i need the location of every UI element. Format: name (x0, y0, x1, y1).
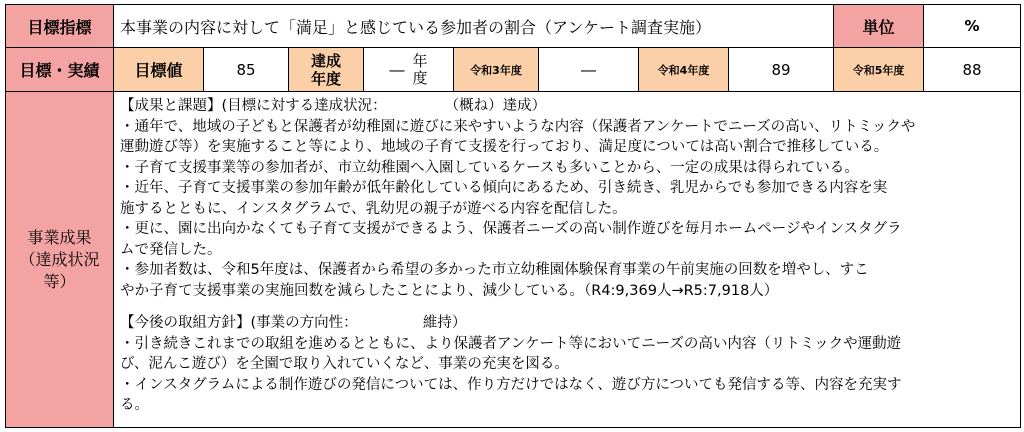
r5-value: 88 (924, 48, 1021, 92)
results-line: やか子育て支援事業の実施回数を減らしたことにより、減少している。（R4:9,369人→R5:7,918人） (120, 282, 779, 299)
achieve-year-label-line1: 達成 (310, 51, 341, 70)
unit-label: 単位 (834, 5, 924, 48)
results-label-line1: 事業成果 (27, 227, 92, 247)
achieve-year-label-line2: 年度 (310, 69, 341, 88)
achieve-year-label (289, 48, 364, 92)
results-label (6, 92, 114, 428)
target-value: 85 (204, 48, 289, 92)
target-value-label: 目標値 (114, 48, 204, 92)
future-line: び、泥んこ遊び）を全園で取り入れていくなど、事業の充実を図る。 (120, 356, 569, 372)
r3-value: ― (539, 48, 639, 92)
evaluation-table (5, 4, 1021, 428)
achieve-year-dash: ― (389, 60, 405, 79)
results-line: 運動遊び等）を実施すること等により、地域の子育て支援を行っており、満足度については高い割合で推移している。 (120, 139, 889, 155)
indicator-row (6, 5, 1021, 48)
r5-label: 令和5年度 (834, 48, 924, 92)
target-actual-row (6, 48, 1021, 92)
results-line: ・更に、園に出向かなくても子育て支援ができるよう、保護者ニーズの高い制作遊びを毎月ホームページやインスタグラ (120, 221, 902, 237)
results-line: ・近年、子育て支援事業の参加年齢が低年齢化している傾向にあるため、引き続き、乳児からでも参加できる内容を実 (120, 180, 888, 196)
results-label-line2: （達成状況 (19, 249, 100, 269)
future-heading: 【今後の取組方針】(事業の方向性： 維持） (120, 315, 467, 331)
achieve-year-char1: 年 (412, 51, 428, 70)
r3-label: 令和3年度 (454, 48, 539, 92)
achieve-year-value (364, 48, 454, 92)
unit-value: % (924, 5, 1021, 48)
results-heading: 【成果と課題】(目標に対する達成状況： （概ね）達成） (120, 98, 547, 114)
indicator-label: 目標指標 (6, 5, 114, 48)
future-line: ・インスタグラムによる制作遊びの発信については、作り方だけではなく、遊び方についても発信する等、内容を充実す (120, 376, 902, 393)
results-line: ・参加者数は、令和5年度は、保護者から希望の多かった市立幼稚園体験保育事業の午前実施の回数を増やし、すこ (120, 262, 869, 278)
section-spacer (120, 301, 1014, 313)
results-line: 施するとともに、インスタグラムで、乳幼児の親子が遊べる内容を配信した。 (120, 200, 627, 217)
achieve-year-char2: 度 (412, 68, 428, 87)
results-line: ・通年で、地域の子どもと保護者が幼稚園に遊びに来やすいような内容（保護者アンケートでニーズの高い、リトミックや (120, 118, 916, 135)
r4-value: 89 (729, 48, 834, 92)
indicator-title: 本事業の内容に対して「満足」と感じている参加者の割合（アンケート調査実施） (114, 5, 834, 48)
results-line: ・子育て支援事業等の参加者が、市立幼稚園へ入園しているケースも多いことから、一定の成果は得られている。 (120, 159, 859, 176)
results-line: ムで発信した。 (120, 241, 222, 258)
results-row (6, 92, 1021, 428)
target-actual-label: 目標・実績 (6, 48, 114, 92)
r4-label: 令和4年度 (639, 48, 729, 92)
future-line: る。 (120, 397, 149, 413)
results-label-line3: 等） (43, 271, 76, 291)
results-body (114, 92, 1021, 428)
future-line: ・引き続きこれまでの取組を進めるとともに、より保護者アンケート等においてニーズの高い内容（リトミックや運動遊 (120, 335, 902, 352)
